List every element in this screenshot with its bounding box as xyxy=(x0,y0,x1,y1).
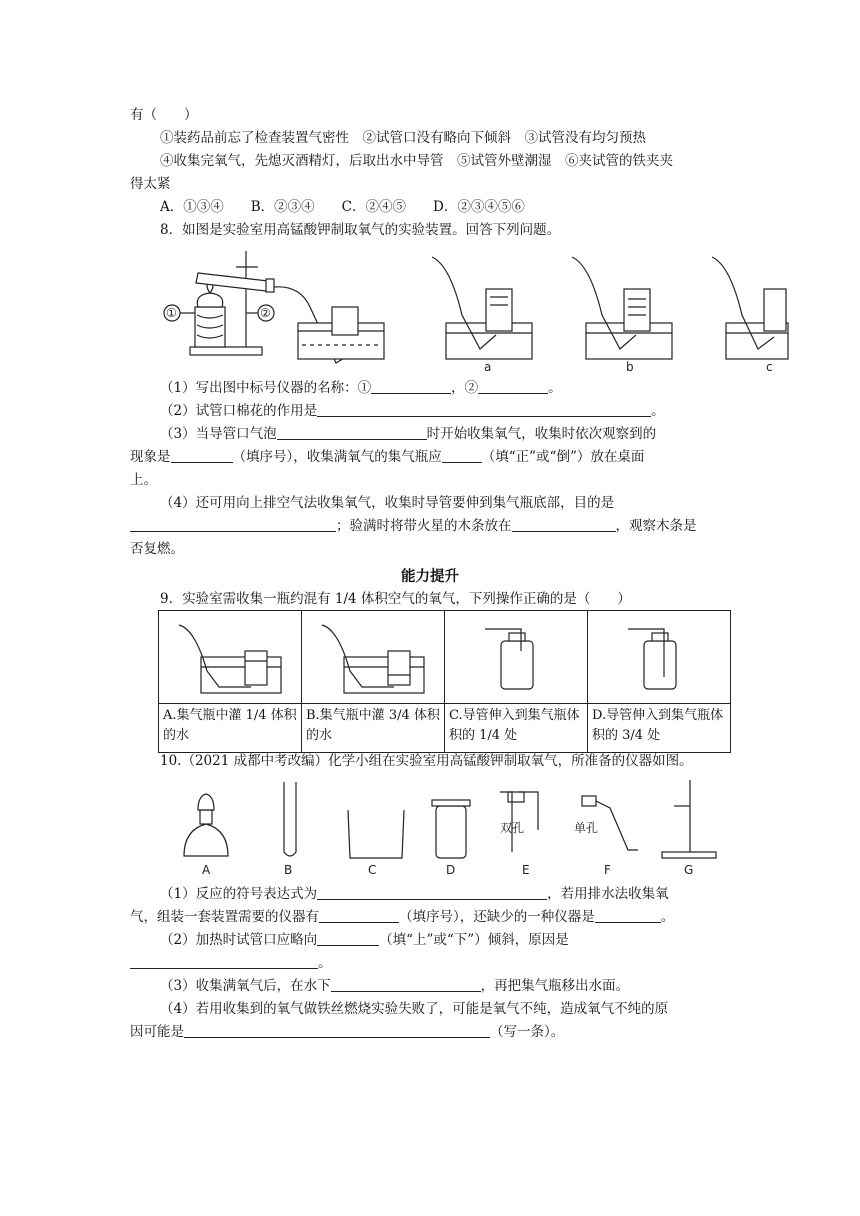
q8-part2: （2）试管口棉花的作用是 。 xyxy=(160,403,665,419)
q10-label-b: B xyxy=(284,863,293,877)
q8-blank-2[interactable] xyxy=(478,379,548,394)
q7-choices: A．①③④ B．②③④ C．②④⑤ D．②③④⑤⑥ xyxy=(160,199,525,215)
q10-e-label: 双孔 xyxy=(500,821,525,835)
q9-figure-d xyxy=(588,611,731,704)
q10-part1-line2: 气，组装一套装置需要的仪器有 （填序号），还缺少的一种仪器是 。 xyxy=(130,909,675,925)
q10-part4-line2: 因可能是 （写一条）。 xyxy=(130,1024,565,1040)
q8-label-c: c xyxy=(766,360,773,374)
q10-label-e: E xyxy=(522,863,530,877)
q8-part1: （1）写出图中标号仪器的名称：① ，② 。 xyxy=(160,380,562,396)
q10-blank-5[interactable] xyxy=(130,954,318,969)
q8-part4-line1: （4）还可用向上排空气法收集氧气，收集时导管要伸到集气瓶底部，目的是 xyxy=(160,495,615,511)
q7-head: 有（ ） xyxy=(130,107,198,123)
q10-blank-2[interactable] xyxy=(319,908,399,923)
q8-part3-line2: 现象是 （填序号），收集满氧气的集气瓶应 （填“正”或“倒”）放在桌面 xyxy=(130,449,645,465)
q10-label-g: G xyxy=(684,863,694,877)
q8-blank-3[interactable] xyxy=(317,402,651,417)
q7-options-line3: 得太紧 xyxy=(130,176,171,192)
q10-f-label: 单孔 xyxy=(574,821,599,835)
q10-blank-4[interactable] xyxy=(317,931,379,946)
q10-part2-line2: 。 xyxy=(130,954,332,972)
q8-part3-line1: （3）当导管口气泡 时开始收集氧气，收集时依次观察到的 xyxy=(160,426,657,442)
q10-label-a: A xyxy=(202,863,211,877)
section-title: 能力提升 xyxy=(401,568,459,585)
q10-label-f: F xyxy=(604,863,611,877)
q10-part3: （3）收集满氧气后，在水下 ，再把集气瓶移出水面。 xyxy=(160,978,630,994)
q8-part4-line2: ；验满时将带火星的木条放在 ，观察木条是 xyxy=(130,517,697,535)
q10-part2-line1: （2）加热时试管口应略向 （填“上”或“下”）倾斜，原因是 xyxy=(160,932,569,948)
q8-label-2: ② xyxy=(260,306,271,320)
q7-options-line1: ①装药品前忘了检查装置气密性 ②试管口没有略向下倾斜 ③试管没有均匀预热 xyxy=(160,130,646,146)
q8-label-b: b xyxy=(626,360,634,374)
q10-label-d: D xyxy=(446,863,456,877)
q8-blank-1[interactable] xyxy=(371,379,451,394)
q10-instruments-figure xyxy=(170,770,730,880)
q8-apparatus-figure xyxy=(150,245,790,375)
q10-part4-line1: （4）若用收集到的氧气做铁丝燃烧实验失败了，可能是氧气不纯，造成氧气不纯的原 xyxy=(160,1001,669,1017)
q8-blank-7[interactable] xyxy=(130,517,336,532)
q10-blank-6[interactable] xyxy=(331,977,481,992)
q10-blank-1[interactable] xyxy=(317,885,547,900)
q8-label-a: a xyxy=(484,360,492,374)
q9-figure-a xyxy=(159,611,302,704)
q9-options-table xyxy=(158,610,731,753)
q8-stem: 8．如图是实验室用高锰酸钾制取氧气的实验装置。回答下列问题。 xyxy=(160,222,561,238)
q10-label-c: C xyxy=(368,863,377,877)
q8-part3-line3: 上。 xyxy=(130,472,157,488)
q9-figure-c xyxy=(445,611,588,704)
q9-option-c[interactable]: C.导管伸入到集气瓶体积的 1/4 处 xyxy=(445,704,588,753)
q9-figure-b xyxy=(302,611,445,704)
q10-blank-7[interactable] xyxy=(184,1023,490,1038)
q8-label-1: ① xyxy=(166,306,177,320)
q8-blank-8[interactable] xyxy=(512,517,616,532)
q9-option-d[interactable]: D.导管伸入到集气瓶体积的 3/4 处 xyxy=(588,704,731,753)
q9-option-b[interactable]: B.集气瓶中灌 3/4 体积的水 xyxy=(302,704,445,753)
q10-stem: 10.（2021 成都中考改编）化学小组在实验室用高锰酸钾制取氧气，所准备的仪器如图。 xyxy=(160,753,693,769)
q8-part4-line3: 否复燃。 xyxy=(130,541,184,557)
q7-options-line2: ④收集完氧气，先熄灭酒精灯，后取出水中导管 ⑤试管外壁潮湿 ⑥夹试管的铁夹夹 xyxy=(160,153,673,169)
q9-option-a[interactable]: A.集气瓶中灌 1/4 体积的水 xyxy=(159,704,302,753)
q8-blank-6[interactable] xyxy=(442,448,482,463)
q8-blank-4[interactable] xyxy=(277,425,427,440)
q8-blank-5[interactable] xyxy=(171,448,233,463)
q10-part1-line1: （1）反应的符号表达式为 ，若用排水法收集氧 xyxy=(160,886,669,902)
q10-blank-3[interactable] xyxy=(595,908,661,923)
q9-stem: 9．实验室需收集一瓶约混有 1/4 体积空气的氧气，下列操作正确的是（ ） xyxy=(160,591,631,607)
